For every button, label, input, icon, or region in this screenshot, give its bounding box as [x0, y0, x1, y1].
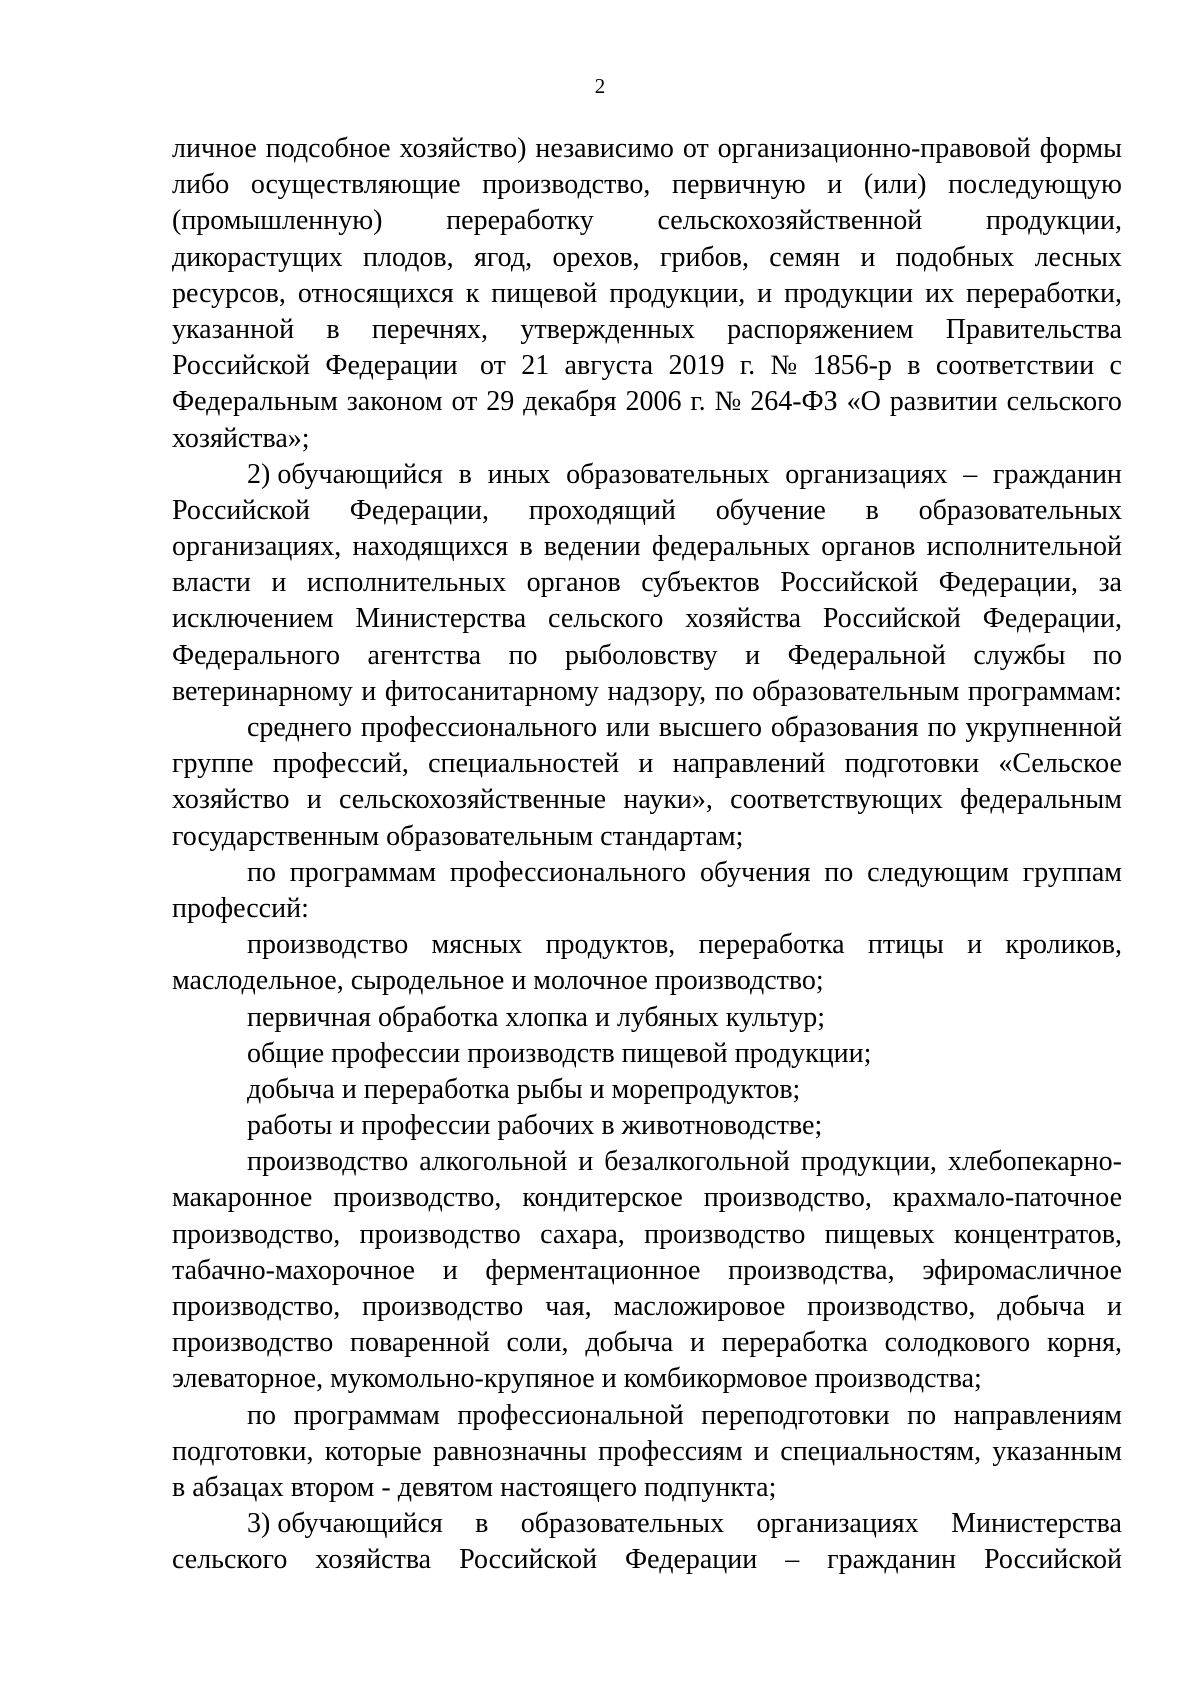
text-line: профессий: — [172, 892, 309, 924]
word: Российской — [172, 494, 310, 526]
word: законом — [346, 386, 443, 418]
word: осуществляющие — [250, 169, 461, 201]
word: 21 — [521, 350, 550, 382]
text-line — [172, 348, 1122, 384]
word: специальностям, — [780, 1435, 982, 1467]
word: производство, — [482, 169, 651, 201]
word: сельского — [548, 603, 664, 635]
text-line — [172, 855, 1122, 891]
word: по — [247, 1399, 276, 1431]
word: ведении — [543, 531, 641, 563]
word: профессионального — [449, 856, 687, 888]
word: направлениям — [953, 1399, 1122, 1431]
word: ферментационное — [485, 1254, 701, 1286]
word: корня, — [1046, 1327, 1122, 1359]
word: и — [757, 277, 773, 309]
word: ягод, — [474, 241, 533, 273]
text-line — [172, 276, 1122, 312]
word: службы — [973, 639, 1066, 671]
word: группе — [172, 748, 254, 780]
word: в — [907, 350, 921, 382]
word: Федерального — [172, 639, 341, 671]
text-line: государственным образовательным стандартам; — [172, 820, 744, 852]
word: гражданин — [827, 1544, 957, 1576]
word: № — [770, 350, 798, 382]
text-line — [172, 1434, 1122, 1470]
word: образовательных — [566, 458, 770, 490]
word: сахара, — [540, 1218, 625, 1250]
word: надзору, — [607, 675, 707, 707]
word: субъектов — [641, 567, 760, 599]
word: организациях, — [172, 531, 342, 563]
word: производство — [644, 1218, 806, 1250]
word: федеральных — [651, 531, 811, 563]
word: обучение — [715, 494, 826, 526]
word: добыча — [997, 1291, 1086, 1322]
text-line — [172, 1542, 1122, 1578]
word: и — [745, 639, 761, 671]
word: среднего — [247, 712, 352, 743]
word: исполнительной — [926, 531, 1122, 563]
word: продукции, — [609, 277, 746, 309]
word: г. — [690, 386, 706, 418]
word: Федерации, — [349, 494, 490, 526]
word: табачно-махорочное — [172, 1254, 415, 1286]
word: сельскохозяйственной — [657, 205, 923, 237]
word: по — [907, 1399, 937, 1431]
text-line — [172, 1289, 1122, 1325]
text-line — [172, 457, 1122, 493]
word: 2) обучающийся — [247, 458, 443, 490]
word: исключением — [172, 603, 334, 635]
word: алкогольной — [419, 1146, 568, 1178]
word: и — [860, 241, 876, 273]
text-line — [172, 203, 1122, 239]
word: хозяйство) — [399, 133, 527, 164]
word: относящихся — [297, 277, 454, 309]
word: укрупненной — [965, 712, 1122, 743]
word: Федерации, — [938, 567, 1078, 599]
word: либо — [172, 169, 230, 201]
word: Федерации — [625, 1544, 758, 1576]
text-line: элеваторное, мукомольно-крупяное и комбикормовое производства; — [172, 1363, 982, 1395]
text-line — [172, 529, 1122, 565]
word: солодкового — [884, 1327, 1031, 1359]
word: № — [714, 386, 742, 418]
word: производство, — [807, 1291, 976, 1322]
text-line — [172, 746, 1122, 782]
text-line — [172, 240, 1122, 276]
text-line: первичная обработка хлопка и лубяных культур; — [247, 1001, 826, 1033]
word: с — [1109, 350, 1122, 382]
word: их — [925, 277, 955, 309]
word: группам — [1022, 856, 1122, 888]
word: соответствии — [935, 350, 1095, 382]
word: производство — [247, 1146, 409, 1178]
word: органов — [526, 567, 621, 599]
text-line — [172, 601, 1122, 637]
word: профессиям — [598, 1435, 743, 1467]
word: от — [682, 133, 709, 164]
word: по — [508, 639, 538, 671]
word: Федеральным — [172, 386, 338, 418]
text-line — [172, 1398, 1122, 1434]
text-line — [172, 1180, 1122, 1216]
word: поваренной — [350, 1327, 490, 1359]
word: указанной — [172, 313, 295, 345]
text-line — [172, 638, 1122, 674]
word: семян — [769, 241, 841, 273]
word: организациях — [785, 458, 948, 490]
word: к — [465, 277, 480, 309]
word: и — [271, 567, 287, 599]
word: следующим — [867, 856, 1009, 888]
text-line — [172, 1506, 1122, 1542]
word: первичную — [672, 169, 806, 201]
word: продукции — [784, 277, 914, 309]
word: равнозначны — [432, 1435, 587, 1467]
word: и — [578, 1146, 594, 1178]
word: Российской — [172, 350, 310, 382]
word: орехов, — [552, 241, 640, 273]
word: утвержденных — [520, 313, 695, 345]
text-line — [172, 384, 1122, 420]
word: профессиональной — [457, 1399, 684, 1431]
word: сельского — [172, 1544, 288, 1576]
word: по — [714, 675, 744, 707]
word: производство, — [333, 1182, 502, 1214]
word: формы — [1039, 133, 1122, 164]
word: образования — [770, 712, 919, 743]
page-number: 2 — [594, 74, 606, 98]
text-line — [172, 493, 1122, 529]
text-line: добыча и переработка рыбы и морепродуктов; — [247, 1073, 801, 1105]
word: по — [824, 856, 854, 888]
word: дикорастущих — [172, 241, 343, 273]
word: последующую — [948, 169, 1122, 201]
word: кондитерское — [522, 1182, 683, 1214]
text-line — [172, 674, 1122, 710]
text-line — [172, 167, 1122, 203]
word: переработка — [721, 1327, 868, 1359]
word: и — [690, 1327, 705, 1359]
word: за — [1098, 567, 1122, 599]
word: Правительства — [945, 313, 1122, 345]
text-line — [172, 1325, 1122, 1361]
word: соли, — [506, 1327, 569, 1359]
word: грибов, — [660, 241, 749, 273]
word: 2006 — [625, 386, 682, 418]
word: макаронное — [172, 1182, 313, 1214]
word: и — [1106, 1291, 1122, 1322]
word: и — [754, 1435, 770, 1467]
word: и — [442, 1254, 458, 1286]
word: по — [247, 856, 276, 888]
word: масложировое — [613, 1291, 786, 1322]
word: хлебопекарно- — [947, 1146, 1122, 1178]
word: программам — [289, 856, 437, 888]
word: – — [963, 458, 978, 490]
word: по — [1092, 639, 1122, 671]
text-line — [172, 1144, 1122, 1180]
word: Российской — [822, 603, 961, 635]
word: проходящий — [528, 494, 676, 526]
word: сельскохозяйственные — [339, 784, 607, 816]
word: в — [865, 494, 879, 526]
word: образовательных — [918, 494, 1122, 526]
word: по — [927, 712, 957, 743]
word: подготовки — [844, 748, 980, 780]
word: программам: — [967, 675, 1122, 707]
word: высшего — [658, 712, 763, 743]
word: переподготовки — [701, 1399, 890, 1431]
word: исполнительных — [306, 567, 507, 599]
word: концентратов, — [954, 1218, 1122, 1250]
word: переработку — [446, 205, 594, 237]
word: в — [458, 458, 472, 490]
word: производство, — [172, 1291, 341, 1322]
word: фитосанитарному — [384, 675, 599, 707]
word: пищевой — [491, 277, 598, 309]
word: (промышленную) — [172, 205, 383, 237]
word: указанным — [992, 1435, 1122, 1467]
text-line — [172, 1253, 1122, 1289]
word: Российской — [780, 567, 919, 599]
word: власти — [172, 567, 251, 599]
word: образовательным — [752, 675, 960, 707]
word: мясных — [431, 929, 523, 961]
word: крахмало-паточное — [892, 1182, 1122, 1214]
word: в — [326, 313, 340, 345]
word: хозяйства — [315, 1544, 432, 1576]
word: специальностей — [428, 748, 620, 780]
word: продукции, — [986, 205, 1122, 237]
word: организациях — [756, 1508, 919, 1540]
word: производство — [359, 1218, 521, 1250]
word: гражданин — [993, 458, 1122, 490]
word: продукции, — [800, 1146, 937, 1178]
word: продуктов, — [545, 929, 676, 961]
word: находящихся — [352, 531, 509, 563]
text-line — [172, 710, 1122, 746]
word: и — [361, 675, 377, 707]
word: развитии — [889, 386, 998, 418]
word: 2019 — [668, 350, 725, 382]
word: и — [967, 929, 983, 961]
word: обучения — [699, 856, 811, 888]
word: перечнях, — [371, 313, 489, 345]
word: – — [785, 1544, 800, 1576]
word: 264-ФЗ — [750, 386, 838, 418]
word: лесных — [1034, 241, 1122, 273]
word: или — [605, 712, 650, 743]
word: сельского — [1006, 386, 1122, 418]
word: соответствующих — [730, 784, 943, 816]
word: плодов, — [363, 241, 454, 273]
word: науки», — [623, 784, 713, 816]
word: от — [451, 386, 478, 418]
word: Российской — [984, 1544, 1122, 1576]
word: производство — [362, 1291, 524, 1322]
word: переработка — [698, 929, 845, 961]
word: производство, — [172, 1218, 341, 1250]
word: профессий, — [272, 748, 409, 780]
word: производство — [247, 929, 409, 961]
word: программам — [293, 1399, 440, 1431]
text-line: общие профессии производств пищевой продукции; — [247, 1037, 872, 1069]
word: эфиромасличное — [922, 1254, 1122, 1286]
word: «Сельское — [998, 748, 1122, 780]
word: производство, — [703, 1182, 872, 1214]
word: 29 — [486, 386, 515, 418]
word: подсобное — [265, 133, 391, 164]
text-line — [172, 312, 1122, 348]
text-line — [172, 1217, 1122, 1253]
text-line: в абзацах втором - девятом настоящего подпункта; — [172, 1471, 777, 1503]
text-line: маслодельное, сыродельное и молочное производство; — [172, 965, 824, 997]
word: направлений — [672, 748, 826, 780]
word: августа — [564, 350, 654, 382]
word: производства, — [728, 1254, 895, 1286]
text-line: работы и профессии рабочих в животноводстве; — [247, 1110, 823, 1142]
text-line: хозяйства»; — [172, 422, 310, 454]
text-line — [172, 565, 1122, 601]
word: в — [475, 1508, 489, 1540]
word: Федерации, — [982, 603, 1122, 635]
word: рыболовству — [565, 639, 718, 671]
word: иных — [487, 458, 551, 490]
word: распоряжением — [727, 313, 914, 345]
word: «О — [846, 386, 881, 418]
word: г. — [739, 350, 756, 382]
word: кроликов, — [1005, 929, 1122, 961]
word: образовательных — [520, 1508, 725, 1540]
word: ветеринарному — [172, 675, 353, 707]
word: пищевых — [824, 1218, 935, 1250]
text-line — [172, 782, 1122, 818]
word: от — [472, 350, 506, 382]
word: добыча — [585, 1327, 674, 1359]
word: 1856-р — [812, 350, 892, 382]
word: декабря — [523, 386, 617, 418]
word: Федеральной — [787, 639, 946, 671]
word: и — [306, 784, 322, 816]
word: в — [519, 531, 533, 563]
word: которые — [324, 1435, 422, 1467]
word: Российской — [459, 1544, 598, 1576]
word: и — [638, 748, 654, 780]
word: Федерации — [325, 350, 458, 382]
text-line — [172, 131, 1122, 167]
word: личное — [172, 133, 257, 164]
word: чая, — [545, 1291, 592, 1322]
word: переработки, — [966, 277, 1122, 309]
word: организационно-правовой — [717, 133, 1031, 164]
word: федеральным — [960, 784, 1122, 816]
word: производство — [172, 1327, 334, 1359]
text-line — [172, 927, 1122, 963]
word: Министерства — [355, 603, 527, 635]
word: агентства — [367, 639, 482, 671]
word: ресурсов, — [172, 277, 286, 309]
word: хозяйства — [685, 603, 802, 635]
word: птицы — [867, 929, 944, 961]
word: 3) обучающийся — [247, 1508, 443, 1540]
word: (или) — [863, 169, 927, 201]
word: профессионального — [360, 712, 598, 743]
word: и — [827, 169, 843, 201]
word: Министерства — [951, 1508, 1122, 1540]
word: органов — [821, 531, 916, 563]
document-body — [172, 131, 1122, 1579]
word: безалкогольной — [604, 1146, 790, 1178]
word: подготовки, — [172, 1435, 314, 1467]
word: независимо — [535, 133, 674, 164]
word: подобных — [895, 241, 1015, 273]
word: хозяйство — [172, 784, 290, 816]
